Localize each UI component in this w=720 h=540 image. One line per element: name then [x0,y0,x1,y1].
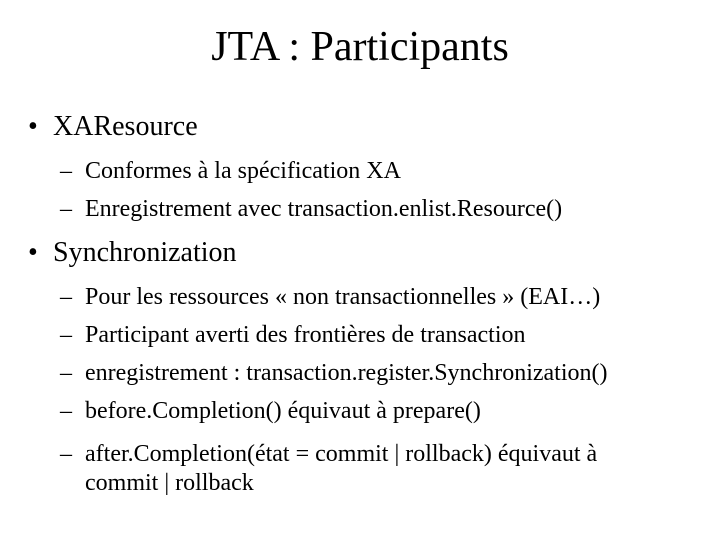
sub-item [60,157,401,186]
dash-icon: – [60,441,72,467]
dash-icon: – [60,284,72,310]
bullet-heading: XAResource [53,111,198,142]
bullet-icon: • [28,111,38,142]
sub-item [60,397,481,426]
bullet-xaresource [28,110,198,144]
sub-item-text: Pour les ressources « non transactionnelles » (EAI…) [85,284,601,310]
sub-item-text: enregistrement : transaction.register.Synchronization() [85,360,608,386]
slide-title: JTA : Participants [211,24,509,70]
dash-icon: – [60,196,72,222]
dash-icon: – [60,322,72,348]
sub-item [60,283,600,312]
dash-icon: – [60,158,72,184]
dash-icon: – [60,398,72,424]
sub-item [60,359,608,388]
sub-item-text: Enregistrement avec transaction.enlist.Resource() [85,196,563,222]
sub-item-text: after.Completion(état = commit | rollback) équivaut à [85,441,598,467]
sub-item-text: before.Completion() équivaut à prepare() [85,398,481,424]
sub-item-text: Participant averti des frontières de transaction [85,322,526,348]
sub-item-continuation: commit | rollback [85,470,254,496]
bullet-heading: Synchronization [53,237,237,268]
sub-item [60,440,597,498]
sub-item [60,321,526,350]
bullet-icon: • [28,237,38,268]
sub-item [60,195,562,224]
sub-item-text: Conformes à la spécification XA [85,158,401,184]
dash-icon: – [60,360,72,386]
bullet-synchronization [28,236,237,270]
